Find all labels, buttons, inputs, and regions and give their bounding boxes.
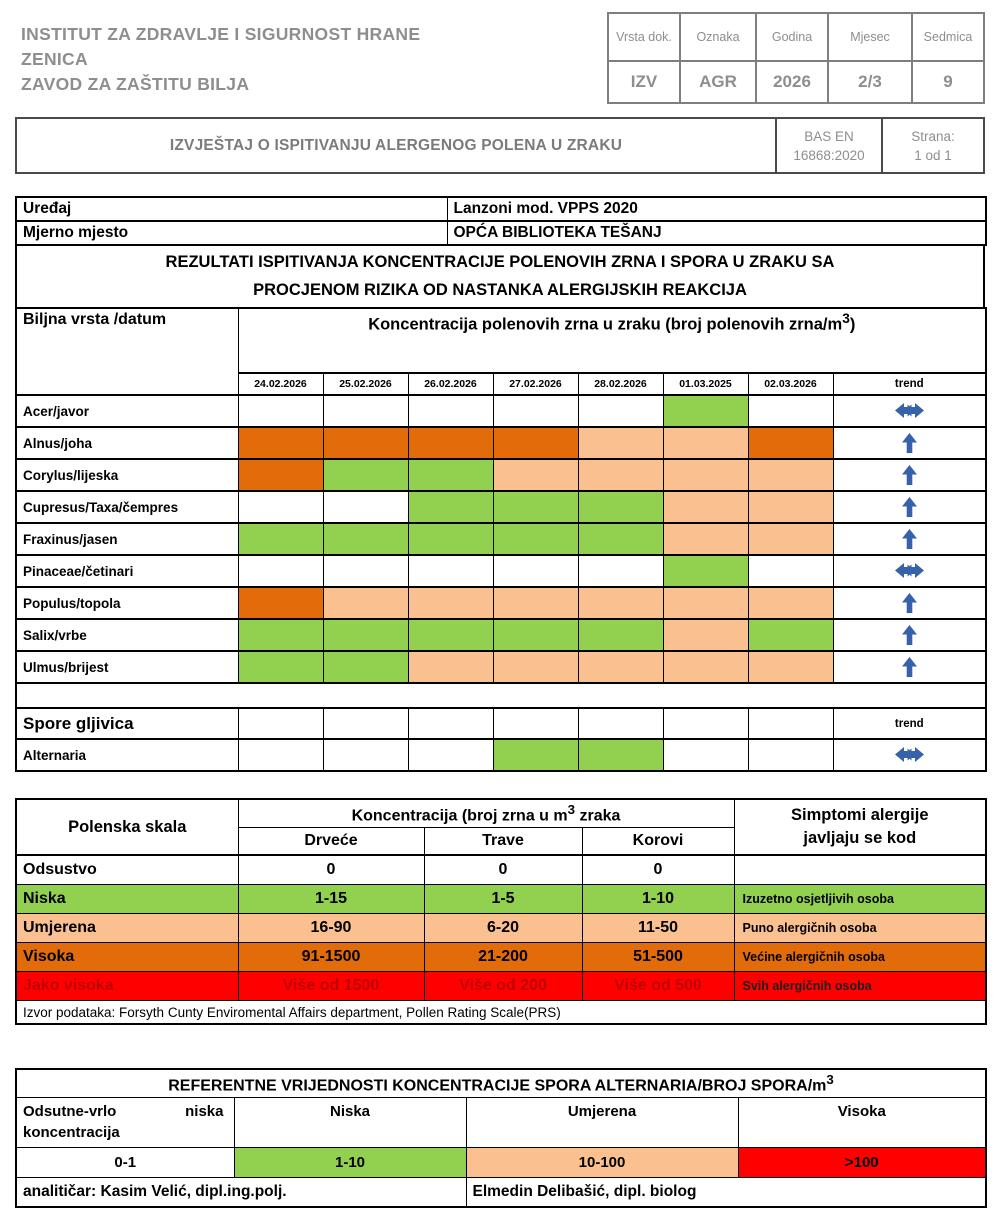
page-value: 1 od 1 bbox=[914, 147, 952, 163]
concentration-cell bbox=[323, 587, 408, 619]
concentration-cell bbox=[578, 523, 663, 555]
species-name: Alternaria bbox=[16, 739, 238, 771]
device-row bbox=[16, 197, 986, 221]
concentration-cell bbox=[748, 395, 833, 427]
scale-range-cell: Više od 1500 bbox=[238, 972, 424, 1001]
report-title-bar bbox=[15, 117, 985, 174]
concentration-cell bbox=[663, 619, 748, 651]
pollen-data-row bbox=[16, 395, 986, 427]
scale-row bbox=[16, 943, 986, 972]
species-name: Acer/javor bbox=[16, 395, 238, 427]
scale-symptom-cell bbox=[734, 855, 986, 885]
date-header: 26.02.2026 bbox=[408, 373, 493, 395]
concentration-cell bbox=[578, 587, 663, 619]
empty-cell bbox=[238, 708, 323, 739]
document-info-table bbox=[607, 12, 985, 104]
date-header: 02.03.2026 bbox=[748, 373, 833, 395]
concentration-cell bbox=[663, 651, 748, 683]
date-header: 24.02.2026 bbox=[238, 373, 323, 395]
concentration-cell bbox=[578, 739, 663, 771]
page-indicator bbox=[881, 119, 983, 172]
site-value: OPĆA BIBLIOTEKA TEŠANJ bbox=[447, 221, 986, 245]
site-label: Mjerno mjesto bbox=[16, 221, 447, 245]
standard-reference bbox=[775, 119, 881, 172]
doc-col-value: AGR bbox=[680, 61, 756, 103]
scale-level-label: Jako visoka bbox=[16, 972, 238, 1001]
scale-corner-header: Polenska skala bbox=[16, 799, 238, 855]
reference-header: Odsutne-vrlo niska koncentracija bbox=[16, 1098, 234, 1148]
concentration-cell bbox=[238, 459, 323, 491]
trend-cell bbox=[833, 523, 986, 555]
device-value: Lanzoni mod. VPPS 2020 bbox=[447, 197, 986, 221]
concentration-cell bbox=[238, 651, 323, 683]
concentration-header-text: Koncentracija polenovih zrna u zraku (broj polenovih zrna/m bbox=[368, 315, 843, 334]
concentration-cell bbox=[323, 619, 408, 651]
concentration-cell bbox=[578, 555, 663, 587]
concentration-cell bbox=[748, 459, 833, 491]
scale-level-label: Niska bbox=[16, 885, 238, 914]
scale-range-cell: 1-15 bbox=[238, 885, 424, 914]
concentration-cell bbox=[408, 491, 493, 523]
pollen-data-row bbox=[16, 739, 986, 771]
trend-header: trend bbox=[833, 373, 986, 395]
institute-line-1: INSTITUT ZA ZDRAVLJE I SIGURNOST HRANE bbox=[21, 24, 421, 44]
concentration-cell bbox=[493, 555, 578, 587]
scale-group-header: Trave bbox=[424, 828, 582, 856]
scale-range-cell: Više od 500 bbox=[582, 972, 734, 1001]
scale-conc-close: zraka bbox=[575, 807, 621, 825]
trend-cell bbox=[833, 555, 986, 587]
reference-title-sup: 3 bbox=[826, 1071, 834, 1087]
pollen-data-row bbox=[16, 619, 986, 651]
scale-level-label: Umjerena bbox=[16, 914, 238, 943]
empty-cell bbox=[748, 708, 833, 739]
trend-steady-icon bbox=[894, 746, 925, 763]
trend-up-icon bbox=[901, 592, 918, 614]
concentration-cell bbox=[663, 395, 748, 427]
pollen-data-row bbox=[16, 587, 986, 619]
doc-col-label: Vrsta dok. bbox=[608, 13, 680, 61]
institute-name bbox=[21, 22, 596, 97]
concentration-cell bbox=[238, 587, 323, 619]
trend-up-icon bbox=[901, 432, 918, 454]
pollen-data-row bbox=[16, 651, 986, 683]
concentration-cell bbox=[748, 619, 833, 651]
analyst-left: analitičar: Kasim Velić, dipl.ing.polj. bbox=[16, 1178, 466, 1208]
standard-line-1: BAS EN bbox=[804, 128, 854, 144]
concentration-cell bbox=[748, 555, 833, 587]
scale-range-cell: 16-90 bbox=[238, 914, 424, 943]
concentration-cell bbox=[408, 459, 493, 491]
concentration-cell bbox=[663, 587, 748, 619]
scale-symptom-cell: Izuzetno osjetljivih osoba bbox=[734, 885, 986, 914]
concentration-cell bbox=[323, 427, 408, 459]
concentration-cell bbox=[493, 491, 578, 523]
trend-cell bbox=[833, 459, 986, 491]
concentration-cell bbox=[663, 555, 748, 587]
reference-value-cell: >100 bbox=[738, 1148, 986, 1178]
scale-source-row bbox=[16, 1001, 986, 1025]
trend-cell bbox=[833, 651, 986, 683]
concentration-cell bbox=[493, 587, 578, 619]
species-name: Populus/topola bbox=[16, 587, 238, 619]
pollen-data-row bbox=[16, 427, 986, 459]
concentration-cell bbox=[493, 651, 578, 683]
scale-row bbox=[16, 885, 986, 914]
species-name: Alnus/joha bbox=[16, 427, 238, 459]
trend-cell bbox=[833, 619, 986, 651]
institute-line-3: ZAVOD ZA ZAŠTITU BILJA bbox=[21, 74, 250, 94]
doc-col-value: 9 bbox=[912, 61, 984, 103]
doc-col-label: Mjesec bbox=[828, 13, 912, 61]
reference-value-cell: 1-10 bbox=[234, 1148, 466, 1178]
species-name: Corylus/lijeska bbox=[16, 459, 238, 491]
concentration-cell bbox=[748, 739, 833, 771]
concentration-header-close: ) bbox=[849, 315, 856, 334]
scale-row bbox=[16, 914, 986, 943]
empty-cell bbox=[323, 708, 408, 739]
spore-section-label: Spore gljivica bbox=[16, 708, 238, 739]
trend-cell bbox=[833, 395, 986, 427]
concentration-cell bbox=[663, 459, 748, 491]
date-header: 25.02.2026 bbox=[323, 373, 408, 395]
concentration-cell bbox=[493, 395, 578, 427]
concentration-cell bbox=[238, 523, 323, 555]
scale-range-cell: 1-10 bbox=[582, 885, 734, 914]
concentration-cell bbox=[663, 523, 748, 555]
doc-col-value: IZV bbox=[608, 61, 680, 103]
doc-col-label: Sedmica bbox=[912, 13, 984, 61]
scale-group-header: Korovi bbox=[582, 828, 734, 856]
results-section-title bbox=[15, 244, 985, 309]
concentration-cell bbox=[238, 619, 323, 651]
symptoms-header-line-1: Simptomi alergije bbox=[790, 806, 929, 824]
pollen-data-row bbox=[16, 491, 986, 523]
reference-title-text: REFERENTNE VRIJEDNOSTI KONCENTRACIJE SPORA ALTERNARIA/BROJ SPORA/m bbox=[168, 1077, 827, 1095]
concentration-cell bbox=[748, 587, 833, 619]
concentration-cell bbox=[408, 739, 493, 771]
spacer-cell bbox=[16, 683, 986, 708]
concentration-cell bbox=[238, 395, 323, 427]
concentration-cell bbox=[408, 587, 493, 619]
trend-up-icon bbox=[901, 656, 918, 678]
trend-cell bbox=[833, 491, 986, 523]
scale-concentration-header bbox=[238, 799, 734, 828]
symptoms-header-line-2: javljaju se kod bbox=[803, 829, 917, 847]
empty-cell bbox=[578, 708, 663, 739]
scale-conc-text: Koncentracija (broj zrna u m bbox=[351, 807, 568, 825]
concentration-cell bbox=[493, 427, 578, 459]
species-name: Salix/vrbe bbox=[16, 619, 238, 651]
reference-title bbox=[16, 1069, 986, 1098]
analyst-row bbox=[16, 1178, 986, 1208]
species-name: Ulmus/brijest bbox=[16, 651, 238, 683]
report-title: IZVJEŠTAJ O ISPITIVANJU ALERGENOG POLENA U ZRAKU bbox=[169, 136, 623, 154]
doc-col-label: Godina bbox=[756, 13, 828, 61]
results-header-row bbox=[16, 308, 986, 373]
concentration-cell bbox=[408, 395, 493, 427]
concentration-cell bbox=[748, 427, 833, 459]
concentration-header-sup: 3 bbox=[842, 311, 850, 326]
measurement-info-table bbox=[15, 196, 987, 246]
page-header bbox=[15, 12, 985, 115]
concentration-cell bbox=[238, 739, 323, 771]
concentration-cell bbox=[323, 555, 408, 587]
page-label: Strana: bbox=[911, 128, 955, 144]
concentration-cell bbox=[578, 619, 663, 651]
results-title-line-1: REZULTATI ISPITIVANJA KONCENTRACIJE POLENOVIH ZRNA I SPORA U ZRAKU SA bbox=[165, 253, 835, 271]
date-header: 01.03.2025 bbox=[663, 373, 748, 395]
pollen-scale-table bbox=[15, 798, 987, 1025]
concentration-cell bbox=[408, 651, 493, 683]
trend-up-icon bbox=[901, 496, 918, 518]
concentration-cell bbox=[578, 491, 663, 523]
concentration-cell bbox=[238, 491, 323, 523]
concentration-cell bbox=[578, 651, 663, 683]
trend-cell bbox=[833, 739, 986, 771]
institute-line-2: ZENICA bbox=[21, 49, 88, 69]
scale-level-label: Odsustvo bbox=[16, 855, 238, 885]
concentration-cell bbox=[493, 523, 578, 555]
results-table bbox=[15, 307, 987, 772]
scale-range-cell: 91-1500 bbox=[238, 943, 424, 972]
concentration-cell bbox=[493, 739, 578, 771]
concentration-cell bbox=[748, 523, 833, 555]
concentration-cell bbox=[323, 459, 408, 491]
reference-header-row bbox=[16, 1098, 986, 1148]
concentration-cell bbox=[578, 459, 663, 491]
scale-range-cell: 1-5 bbox=[424, 885, 582, 914]
pollen-data-row bbox=[16, 523, 986, 555]
species-name: Fraxinus/jasen bbox=[16, 523, 238, 555]
analyst-right: Elmedin Delibašić, dipl. biolog bbox=[466, 1178, 986, 1208]
trend-up-icon bbox=[901, 528, 918, 550]
spacer-row bbox=[16, 683, 986, 708]
doc-col-value: 2026 bbox=[756, 61, 828, 103]
reference-value-row bbox=[16, 1148, 986, 1178]
scale-symptom-cell: Svih alergičnih osoba bbox=[734, 972, 986, 1001]
scale-range-cell: 0 bbox=[582, 855, 734, 885]
scale-range-cell: 51-500 bbox=[582, 943, 734, 972]
trend-steady-icon bbox=[894, 402, 925, 419]
concentration-cell bbox=[408, 619, 493, 651]
species-name: Pinaceae/četinari bbox=[16, 555, 238, 587]
scale-symptoms-header bbox=[734, 799, 986, 855]
concentration-cell bbox=[323, 395, 408, 427]
concentration-cell bbox=[748, 491, 833, 523]
scale-row bbox=[16, 855, 986, 885]
concentration-cell bbox=[408, 555, 493, 587]
reference-value-cell: 0-1 bbox=[16, 1148, 234, 1178]
doc-col-value: 2/3 bbox=[828, 61, 912, 103]
trend-cell bbox=[833, 587, 986, 619]
trend-steady-icon bbox=[894, 562, 925, 579]
scale-level-label: Visoka bbox=[16, 943, 238, 972]
concentration-cell bbox=[748, 651, 833, 683]
scale-conc-sup: 3 bbox=[567, 801, 576, 817]
report-page bbox=[15, 0, 985, 1208]
date-header: 27.02.2026 bbox=[493, 373, 578, 395]
concentration-cell bbox=[323, 651, 408, 683]
spore-section-header-row bbox=[16, 708, 986, 739]
reference-value-cell: 10-100 bbox=[466, 1148, 738, 1178]
reference-header: Niska bbox=[234, 1098, 466, 1148]
scale-symptom-cell: Puno alergičnih osoba bbox=[734, 914, 986, 943]
concentration-column-header bbox=[238, 308, 986, 373]
concentration-cell bbox=[323, 491, 408, 523]
trend-up-icon bbox=[901, 624, 918, 646]
scale-range-cell: 11-50 bbox=[582, 914, 734, 943]
scale-row bbox=[16, 972, 986, 1001]
document-info-value-row bbox=[608, 61, 984, 103]
concentration-cell bbox=[663, 491, 748, 523]
species-name: Cupresus/Taxa/čempres bbox=[16, 491, 238, 523]
scale-range-cell: 21-200 bbox=[424, 943, 582, 972]
document-info-header-row bbox=[608, 13, 984, 61]
standard-line-2: 16868:2020 bbox=[793, 147, 865, 163]
results-title-line-2: PROCJENOM RIZIKA OD NASTANKA ALERGIJSKIH REAKCIJA bbox=[253, 281, 747, 299]
empty-cell bbox=[663, 708, 748, 739]
spore-trend-header: trend bbox=[833, 708, 986, 739]
empty-cell bbox=[493, 708, 578, 739]
trend-up-icon bbox=[901, 464, 918, 486]
concentration-cell bbox=[408, 427, 493, 459]
scale-source-note: Izvor podataka: Forsyth Cunty Enviromental Affairs department, Pollen Rating Scale(PRS) bbox=[16, 1001, 986, 1025]
empty-cell bbox=[408, 708, 493, 739]
concentration-cell bbox=[323, 523, 408, 555]
reference-table bbox=[15, 1068, 987, 1208]
concentration-cell bbox=[408, 523, 493, 555]
pollen-data-row bbox=[16, 459, 986, 491]
scale-range-cell: 6-20 bbox=[424, 914, 582, 943]
scale-range-cell: Više od 200 bbox=[424, 972, 582, 1001]
site-row bbox=[16, 221, 986, 245]
reference-header: Umjerena bbox=[466, 1098, 738, 1148]
scale-header-row-1 bbox=[16, 799, 986, 828]
date-header: 28.02.2026 bbox=[578, 373, 663, 395]
reference-title-row bbox=[16, 1069, 986, 1098]
concentration-cell bbox=[493, 619, 578, 651]
trend-cell bbox=[833, 427, 986, 459]
scale-group-header: Drveće bbox=[238, 828, 424, 856]
scale-range-cell: 0 bbox=[424, 855, 582, 885]
concentration-cell bbox=[578, 395, 663, 427]
reference-header: Visoka bbox=[738, 1098, 986, 1148]
scale-range-cell: 0 bbox=[238, 855, 424, 885]
concentration-cell bbox=[323, 739, 408, 771]
concentration-cell bbox=[578, 427, 663, 459]
device-label: Uređaj bbox=[16, 197, 447, 221]
concentration-cell bbox=[493, 459, 578, 491]
concentration-cell bbox=[238, 427, 323, 459]
pollen-data-row bbox=[16, 555, 986, 587]
concentration-cell bbox=[663, 739, 748, 771]
species-column-header: Biljna vrsta /datum bbox=[16, 308, 238, 395]
scale-symptom-cell: Većine alergičnih osoba bbox=[734, 943, 986, 972]
doc-col-label: Oznaka bbox=[680, 13, 756, 61]
concentration-cell bbox=[238, 555, 323, 587]
concentration-cell bbox=[663, 427, 748, 459]
